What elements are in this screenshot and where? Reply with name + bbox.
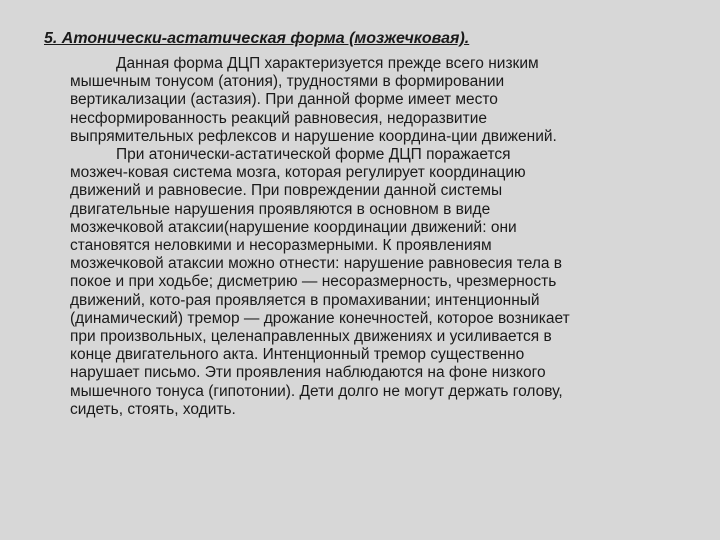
- text-line: покое и при ходьбе; дисметрию — несоразмерность, чрезмерность: [70, 273, 557, 291]
- text-line: мышечного тонуса (гипотонии). Дети долго не могут держать голову,: [70, 382, 563, 400]
- text-line: движений, кото-рая проявляется в промахивании; интенционный: [70, 291, 540, 309]
- text-line: При атонически-астатической форме ДЦП поражается: [116, 146, 511, 164]
- text-line: сидеть, стоять, ходить.: [70, 400, 236, 418]
- text-line: выпрямительных рефлексов и нарушение координа-ции движений.: [70, 127, 557, 145]
- text-line: конце двигательного акта. Интенционный тремор существенно: [70, 346, 525, 364]
- text-line: вертикализации (астазия). При данной форме имеет место: [70, 91, 498, 109]
- slide-heading: 5. Атонически-астатическая форма (мозжечковая).: [44, 30, 470, 47]
- text-line: нарушает письмо. Эти проявления наблюдаются на фоне низкого: [70, 364, 546, 382]
- paragraph-2: [70, 146, 680, 419]
- text-line: мозжечковой атаксии(нарушение координации движений: они: [70, 218, 517, 236]
- text-line: при произвольных, целенаправленных движениях и усиливается в: [70, 328, 552, 346]
- text-line: мышечным тонусом (атония), трудностями в формировании: [70, 73, 505, 91]
- text-line: несформированность реакций равновесия, недоразвитие: [70, 109, 487, 127]
- text-line: движений и равновесие. При повреждении данной системы: [70, 182, 503, 200]
- text-line: мозжечковой атаксии можно отнести: нарушение равновесия тела в: [70, 255, 563, 273]
- text-line: становятся неловкими и несоразмерными. К проявлениям: [70, 237, 492, 255]
- text-line: (динамический) тремор — дрожание конечностей, которое возникает: [70, 309, 570, 327]
- text-line: двигательные нарушения проявляются в основном в виде: [70, 200, 491, 218]
- text-line: Данная форма ДЦП характеризуется прежде всего низким: [116, 55, 539, 72]
- slide-body: [70, 55, 680, 419]
- paragraph-1: [70, 55, 680, 146]
- text-line: мозжеч-ковая система мозга, которая регулирует координацию: [70, 164, 526, 182]
